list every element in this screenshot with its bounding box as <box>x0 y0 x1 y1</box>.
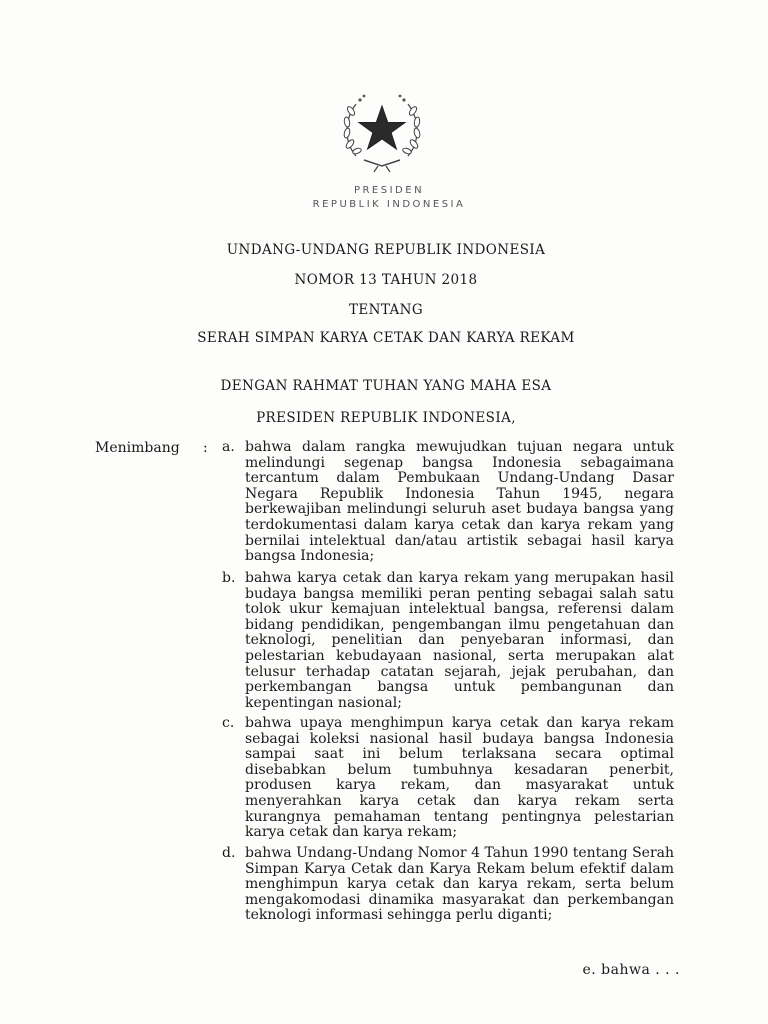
office-line-presiden: PRESIDEN <box>353 185 425 196</box>
preamble-presiden: PRESIDEN REPUBLIK INDONESIA, <box>256 410 516 426</box>
clause-c <box>222 716 674 841</box>
clause-b <box>222 571 674 711</box>
clause-text: bahwa karya cetak dan karya rekam yang merupakan hasil budaya bangsa memiliki peran penting sebagai salah satu tolok ukur kemajuan intelektual bangsa, referensi dalam bidang pendidikan, pengembangan ilmu pengetahuan dan teknologi, penelitian dan penyebaran informasi, dan pelestarian kebudayaan nasional, serta merupakan alat telusur terhadap catatan sejarah, jejak perubahan, dan perkembangan bangsa untuk pembangunan dan kepentingan nasional; <box>245 570 674 711</box>
clause-text: bahwa dalam rangka mewujudkan tujuan negara untuk melindungi segenap bangsa Indonesia sebagaimana tercantum dalam Pembukaan Undang-Undang Dasar Negara Republik Indonesia Tahun 1945, negara berkewajiban melindungi seluruh aset budaya bangsa yang terdokumentasi dalam karya cetak dan karya rekam yang bernilai intelektual dan/atau artistik sebagai hasil karya bangsa Indonesia; <box>245 439 674 565</box>
clause-a <box>222 440 674 565</box>
clause-d <box>222 846 674 924</box>
law-tentang: TENTANG <box>348 302 424 318</box>
clause-text: bahwa upaya menghimpun karya cetak dan karya rekam sebagai koleksi nasional hasil budaya bangsa Indonesia sampai saat ini belum terlaksana secara optimal disebabkan belum tumbuhnya kesadaran penerbit, produsen karya rekam, dan masyarakat untuk menyerahkan karya cetak dan karya rekam serta kurangnya pemahaman tentang pentingnya pelestarian karya cetak dan karya rekam; <box>245 715 674 841</box>
clause-letter: b. <box>222 570 236 586</box>
clause-letter: d. <box>222 845 236 861</box>
menimbang-colon: : <box>203 440 208 456</box>
law-title-line1: UNDANG-UNDANG REPUBLIK INDONESIA <box>226 242 546 258</box>
garuda-star-emblem-icon <box>334 82 430 178</box>
clause-letter: c. <box>222 715 235 731</box>
office-line-republik: REPUBLIK INDONESIA <box>312 199 466 210</box>
page-continuation: e. bahwa . . . <box>582 962 680 978</box>
clause-text: bahwa Undang-Undang Nomor 4 Tahun 1990 tentang Serah Simpan Karya Cetak dan Karya Rekam belum efektif dalam menghimpun karya cetak dan karya rekam, serta belum mengakomodasi dinamika masyarakat dan perkembangan teknologi informasi sehingga perlu diganti; <box>245 845 674 924</box>
clause-letter: a. <box>222 439 235 455</box>
law-number: NOMOR 13 TAHUN 2018 <box>294 272 478 288</box>
menimbang-label: Menimbang <box>95 440 180 456</box>
office-label <box>0 184 768 212</box>
law-subject: SERAH SIMPAN KARYA CETAK DAN KARYA REKAM <box>197 330 575 346</box>
preamble-rahmat: DENGAN RAHMAT TUHAN YANG MAHA ESA <box>220 378 552 394</box>
